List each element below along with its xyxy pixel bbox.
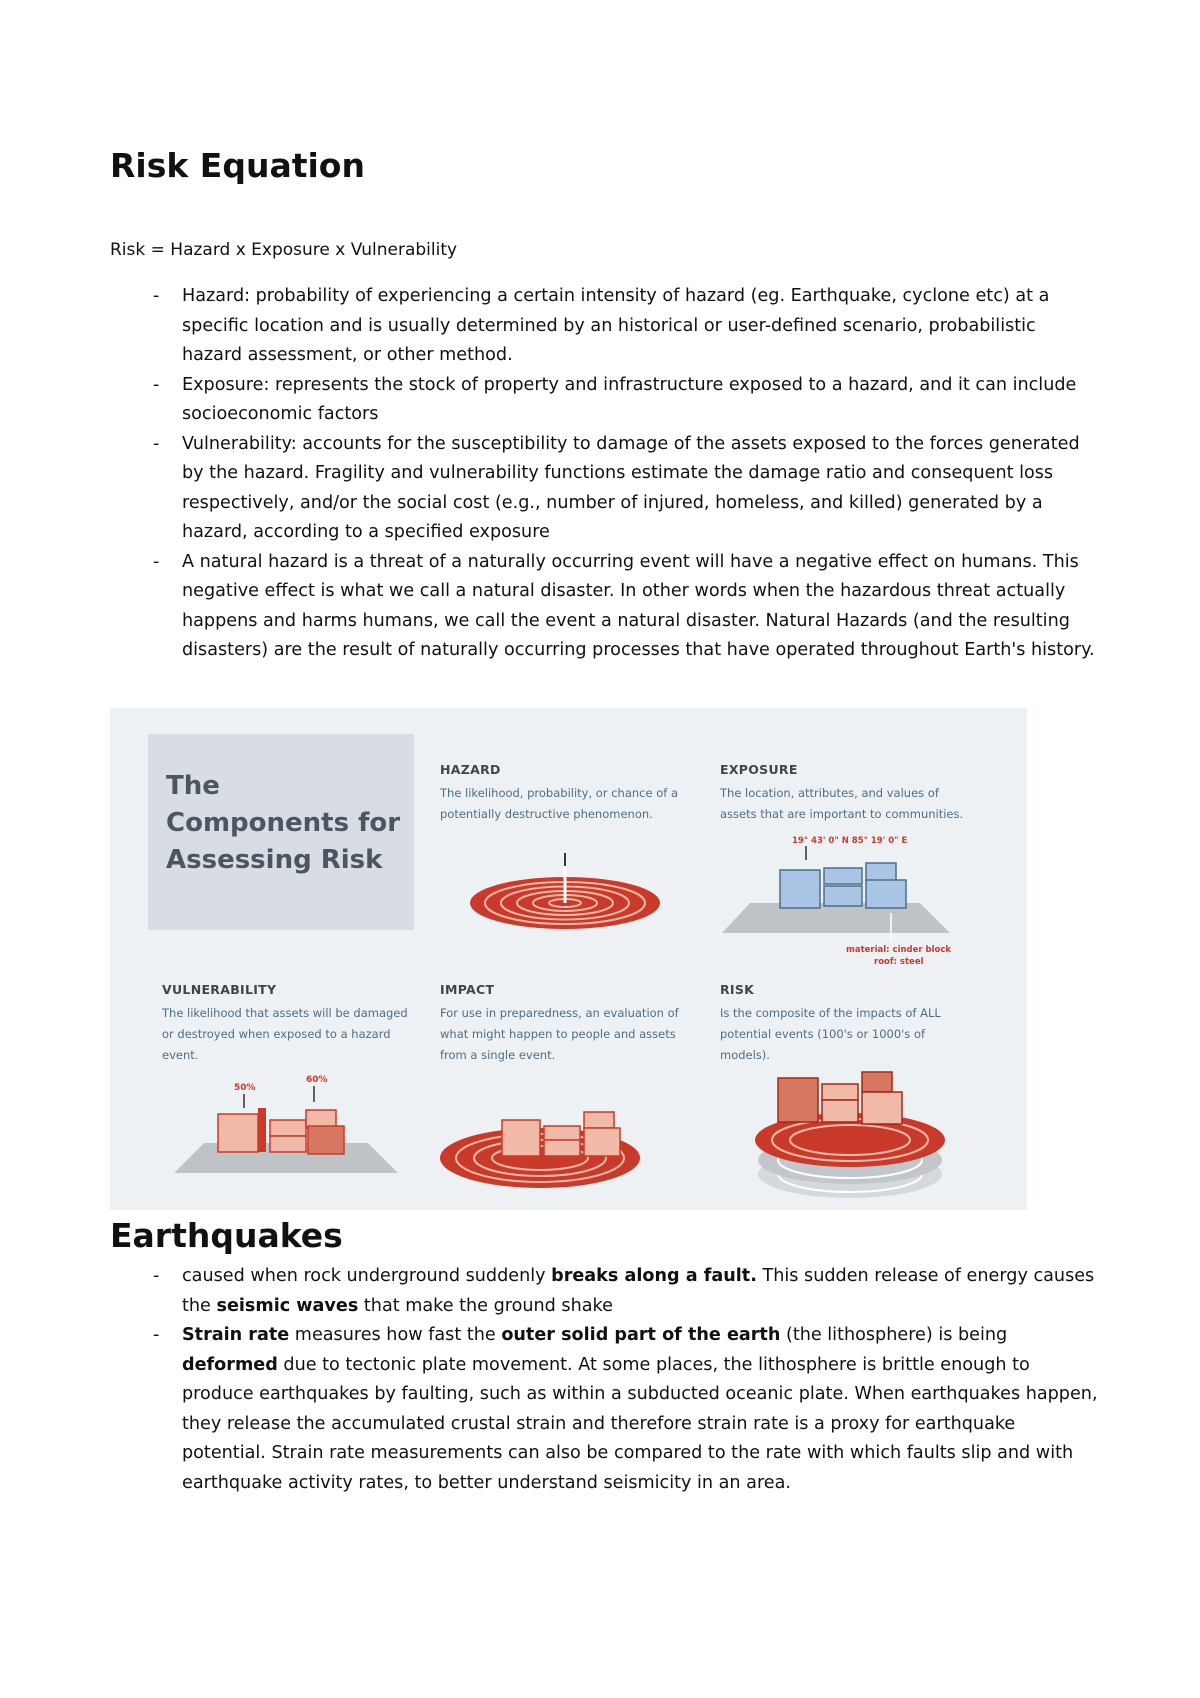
hazard-description: The likelihood, probability, or chance of a potentially destructive phenomenon. [440,786,678,821]
risk-stacked-targets-icon [755,1072,945,1198]
vulnerability-percent-60: 60% [306,1075,328,1085]
section-title-earthquakes: Earthquakes [110,1216,343,1255]
list-item: - Hazard: probability of experiencing a certain intensity of hazard (eg. Earthquake, cyclone etc) at a specific location and is usually determined by an historical or user-defined scenario, probabilistic hazard assessment, or other method. [153,286,1050,365]
risk-definitions-list [110,282,1100,666]
list-item: - caused when rock underground suddenly breaks along a fault. This sudden release of energy causes the seismic waves that make the ground shake [153,1266,1095,1316]
exposure-description: The location, attributes, and values of assets that are important to communities. [720,786,964,821]
exposure-definition: Exposure: represents the stock of property and infrastructure exposed to a hazard, and it can include socioeconomic factors [182,374,1077,424]
earthquake-cause-text: caused when rock underground suddenly breaks along a fault. This sudden release of energy causes the seismic waves that make the ground shake [182,1266,1095,1316]
vulnerability-description: The likelihood that assets will be damaged or destroyed when exposed to a hazard event. [162,1006,408,1062]
impact-heading: IMPACT [440,982,495,997]
exposure-buildings-icon [722,836,951,967]
exposure-roof-label: roof: steel [874,957,924,967]
earthquakes-list [110,1262,1100,1498]
list-item: - Exposure: represents the stock of property and infrastructure exposed to a hazard, and it can include socioeconomic factors [153,374,1077,424]
risk-heading: RISK [720,982,755,997]
risk-formula: Risk = Hazard x Exposure x Vulnerability [110,240,458,260]
vulnerability-definition: Vulnerability: accounts for the susceptibility to damage of the assets exposed to the forces generated by the hazard. Fragility and vulnerability functions estimate the damage ratio and consequent loss respectively, and/or the social cost (e.g., number of injured, homeless, and killed) generated by a hazard, according to a specified exposure [182,433,1080,542]
infographic-illustrations [110,708,1027,1210]
natural-hazard-definition: A natural hazard is a threat of a naturally occurring event will have a negative effect on humans. This negative effect is what we call a natural disaster. In other words when the hazardous threat actually happens and harms humans, we call the event a natural disaster. Natural Hazards (and the resulting disasters) are the result of naturally occurring processes that have operated throughout Earth's history. [182,551,1095,660]
strain-rate-text: Strain rate measures how fast the outer solid part of the earth (the lithosphere) is being deformed due to tectonic plate movement. At some places, the lithosphere is brittle enough to produce earthquakes by faulting, such as within a subducted oceanic plate. When earthquakes happen, they release the accumulated crustal strain and therefore strain rate is a proxy for earthquake potential. Strain rate measurements can also be compared to the rate with which faults slip and with earthquake activity rates, to better understand seismicity in an area. [182,1325,1098,1493]
hazard-definition: Hazard: probability of experiencing a certain intensity of hazard (eg. Earthquake, cyclone etc) at a specific location and is usually determined by an historical or user-defined scenario, probabilistic hazard assessment, or other method. [182,286,1050,365]
hazard-target-icon [470,853,660,929]
list-item: - Strain rate measures how fast the outer solid part of the earth (the lithosphere) is being deformed due to tectonic plate movement. At some places, the lithosphere is brittle enough to produce earthquakes by faulting, such as within a subducted oceanic plate. When earthquakes happen, they release the accumulated crustal strain and therefore strain rate is a proxy for earthquake potential. Strain rate measurements can also be compared to the rate with which faults slip and with earthquake activity rates, to better understand seismicity in an area. [153,1325,1098,1493]
section-title-risk-equation: Risk Equation [110,146,365,185]
list-item: - A natural hazard is a threat of a naturally occurring event will have a negative effect on humans. This negative effect is what we call a natural disaster. In other words when the hazardous threat actually happens and harms humans, we call the event a natural disaster. Natural Hazards (and the resulting disasters) are the result of naturally occurring processes that have operated throughout Earth's history. [153,551,1095,660]
vulnerability-heading: VULNERABILITY [162,982,277,997]
vulnerability-buildings-icon [174,1075,398,1173]
exposure-coordinates-label: 19° 43' 0" N 85° 19' 0" E [792,836,908,846]
risk-description: Is the composite of the impacts of ALL potential events (100's or 1000's of models). [720,1006,941,1062]
impact-description: For use in preparedness, an evaluation of what might happen to people and assets from a single event. [440,1006,679,1062]
risk-components-infographic [110,708,1027,1210]
exposure-heading: EXPOSURE [720,762,798,777]
hazard-heading: HAZARD [440,762,501,777]
exposure-material-label: material: cinder block [846,945,952,955]
list-item: - Vulnerability: accounts for the susceptibility to damage of the assets exposed to the forces generated by the hazard. Fragility and vulnerability functions estimate the damage ratio and consequent loss respectively, and/or the social cost (e.g., number of injured, homeless, and killed) generated by a hazard, according to a specified exposure [153,433,1080,542]
vulnerability-percent-50: 50% [234,1083,256,1093]
infographic-title: The Components for Assessing Risk [166,771,401,875]
impact-target-icon [440,1112,640,1188]
